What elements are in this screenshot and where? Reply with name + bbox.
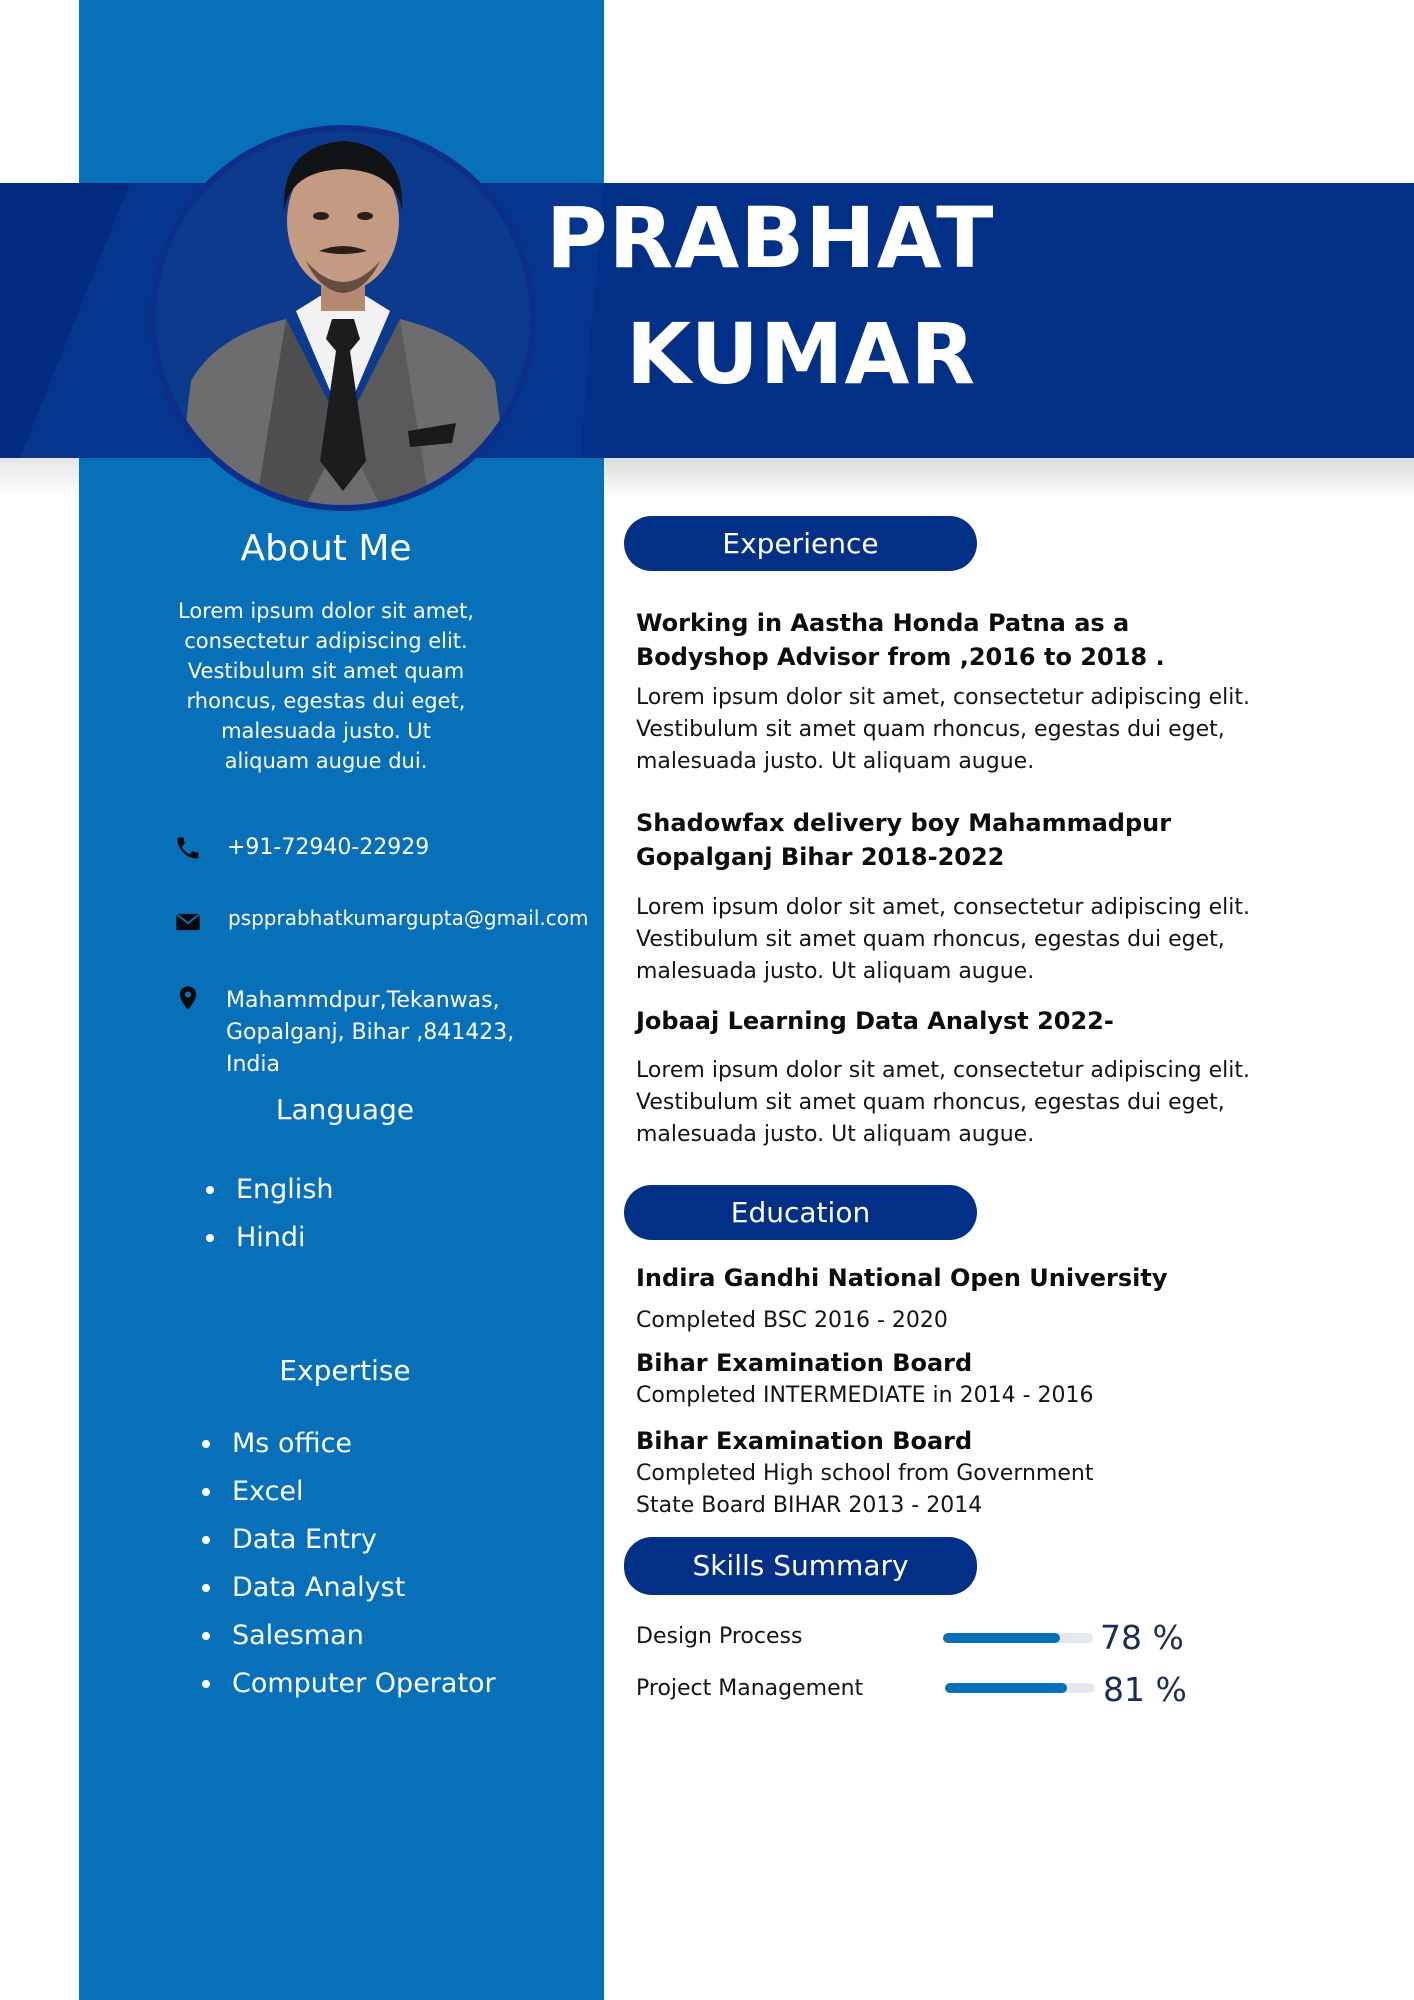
job-description-line: Lorem ipsum dolor sit amet, consectetur adipiscing elit. xyxy=(636,895,1250,920)
job-description-line: malesuada justo. Ut aliquam augue. xyxy=(636,959,1035,984)
education-detail-line: State Board BIHAR 2013 - 2014 xyxy=(636,1493,983,1518)
list-item: Salesman xyxy=(202,1612,496,1660)
list-item: Hindi xyxy=(206,1214,334,1262)
list-item: Computer Operator xyxy=(202,1660,496,1708)
about-line: rhoncus, egestas dui eget, xyxy=(186,689,466,713)
mail-icon xyxy=(174,908,202,936)
list-item: Ms office xyxy=(202,1420,496,1468)
job-title-line: Shadowfax delivery boy Mahammadpur xyxy=(636,809,1172,837)
school-name: Indira Gandhi National Open University xyxy=(636,1264,1168,1292)
skill-name: Design Process xyxy=(636,1624,803,1649)
last-name: KUMAR xyxy=(626,305,977,403)
school-name: Bihar Examination Board xyxy=(636,1427,973,1455)
skill-percent: 81 % xyxy=(1103,1670,1187,1709)
expertise-list xyxy=(202,1420,496,1708)
skill-progress-fill xyxy=(943,1633,1060,1643)
job-title xyxy=(636,1004,1114,1038)
skill-name: Project Management xyxy=(636,1676,864,1701)
job-description-line: malesuada justo. Ut aliquam augue. xyxy=(636,1122,1035,1147)
location-pin-icon xyxy=(174,984,202,1012)
school-name: Bihar Examination Board xyxy=(636,1349,973,1377)
job-description xyxy=(636,1055,1250,1151)
list-item: English xyxy=(206,1166,334,1214)
about-line: Vestibulum sit amet quam xyxy=(187,659,465,683)
banner-shadow xyxy=(604,458,1414,498)
education-detail: Completed BSC 2016 - 2020 xyxy=(636,1308,948,1333)
skill-percent: 78 % xyxy=(1100,1618,1184,1657)
about-me-text xyxy=(160,596,492,776)
language-heading: Language xyxy=(275,1093,415,1126)
portrait-illustration xyxy=(156,131,530,505)
job-title-line: Jobaaj Learning Data Analyst 2022- xyxy=(636,1007,1114,1035)
job-title xyxy=(636,606,1165,674)
phone-icon xyxy=(174,834,202,862)
address xyxy=(226,985,514,1081)
job-description-line: Vestibulum sit amet quam rhoncus, egestas dui eget, xyxy=(636,1090,1225,1115)
banner-shadow-left xyxy=(0,458,79,498)
job-title-line: Bodyshop Advisor from ,2016 to 2018 . xyxy=(636,643,1165,671)
job-description xyxy=(636,892,1250,988)
job-description-line: Lorem ipsum dolor sit amet, consectetur adipiscing elit. xyxy=(636,1058,1250,1083)
experience-heading: Experience xyxy=(624,516,977,571)
job-title-line: Gopalganj Bihar 2018-2022 xyxy=(636,843,1005,871)
email-address[interactable]: pspprabhatkumargupta@gmail.com xyxy=(228,906,589,930)
about-line: aliquam augue dui. xyxy=(224,749,428,773)
address-line: India xyxy=(226,1052,280,1077)
first-name: PRABHAT xyxy=(546,189,995,287)
address-line: Mahammdpur,Tekanwas, xyxy=(226,988,500,1013)
job-description-line: Vestibulum sit amet quam rhoncus, egestas dui eget, xyxy=(636,927,1225,952)
expertise-heading: Expertise xyxy=(279,1354,411,1387)
education-detail-line: Completed High school from Government xyxy=(636,1461,1094,1486)
education-detail xyxy=(636,1458,1093,1522)
skill-progress-fill xyxy=(945,1683,1067,1693)
about-line: malesuada justo. Ut xyxy=(221,719,431,743)
about-line: consectetur adipiscing elit. xyxy=(184,629,468,653)
phone-number[interactable]: +91-72940-22929 xyxy=(227,835,430,860)
skills-summary-heading: Skills Summary xyxy=(624,1537,977,1595)
address-line: Gopalganj, Bihar ,841423, xyxy=(226,1020,515,1045)
job-description xyxy=(636,682,1250,778)
job-title-line: Working in Aastha Honda Patna as a xyxy=(636,609,1130,637)
skill-progress-bar xyxy=(945,1683,1095,1693)
list-item: Data Analyst xyxy=(202,1564,496,1612)
skill-progress-bar xyxy=(943,1633,1093,1643)
profile-photo xyxy=(150,125,536,511)
education-heading: Education xyxy=(624,1185,977,1240)
job-description-line: Lorem ipsum dolor sit amet, consectetur adipiscing elit. xyxy=(636,685,1250,710)
job-description-line: malesuada justo. Ut aliquam augue. xyxy=(636,749,1035,774)
education-detail: Completed INTERMEDIATE in 2014 - 2016 xyxy=(636,1383,1094,1408)
job-title xyxy=(636,806,1171,874)
about-me-heading: About Me xyxy=(240,528,412,569)
job-description-line: Vestibulum sit amet quam rhoncus, egestas dui eget, xyxy=(636,717,1225,742)
list-item: Data Entry xyxy=(202,1516,496,1564)
list-item: Excel xyxy=(202,1468,496,1516)
language-list xyxy=(206,1166,334,1262)
about-line: Lorem ipsum dolor sit amet, xyxy=(178,599,474,623)
